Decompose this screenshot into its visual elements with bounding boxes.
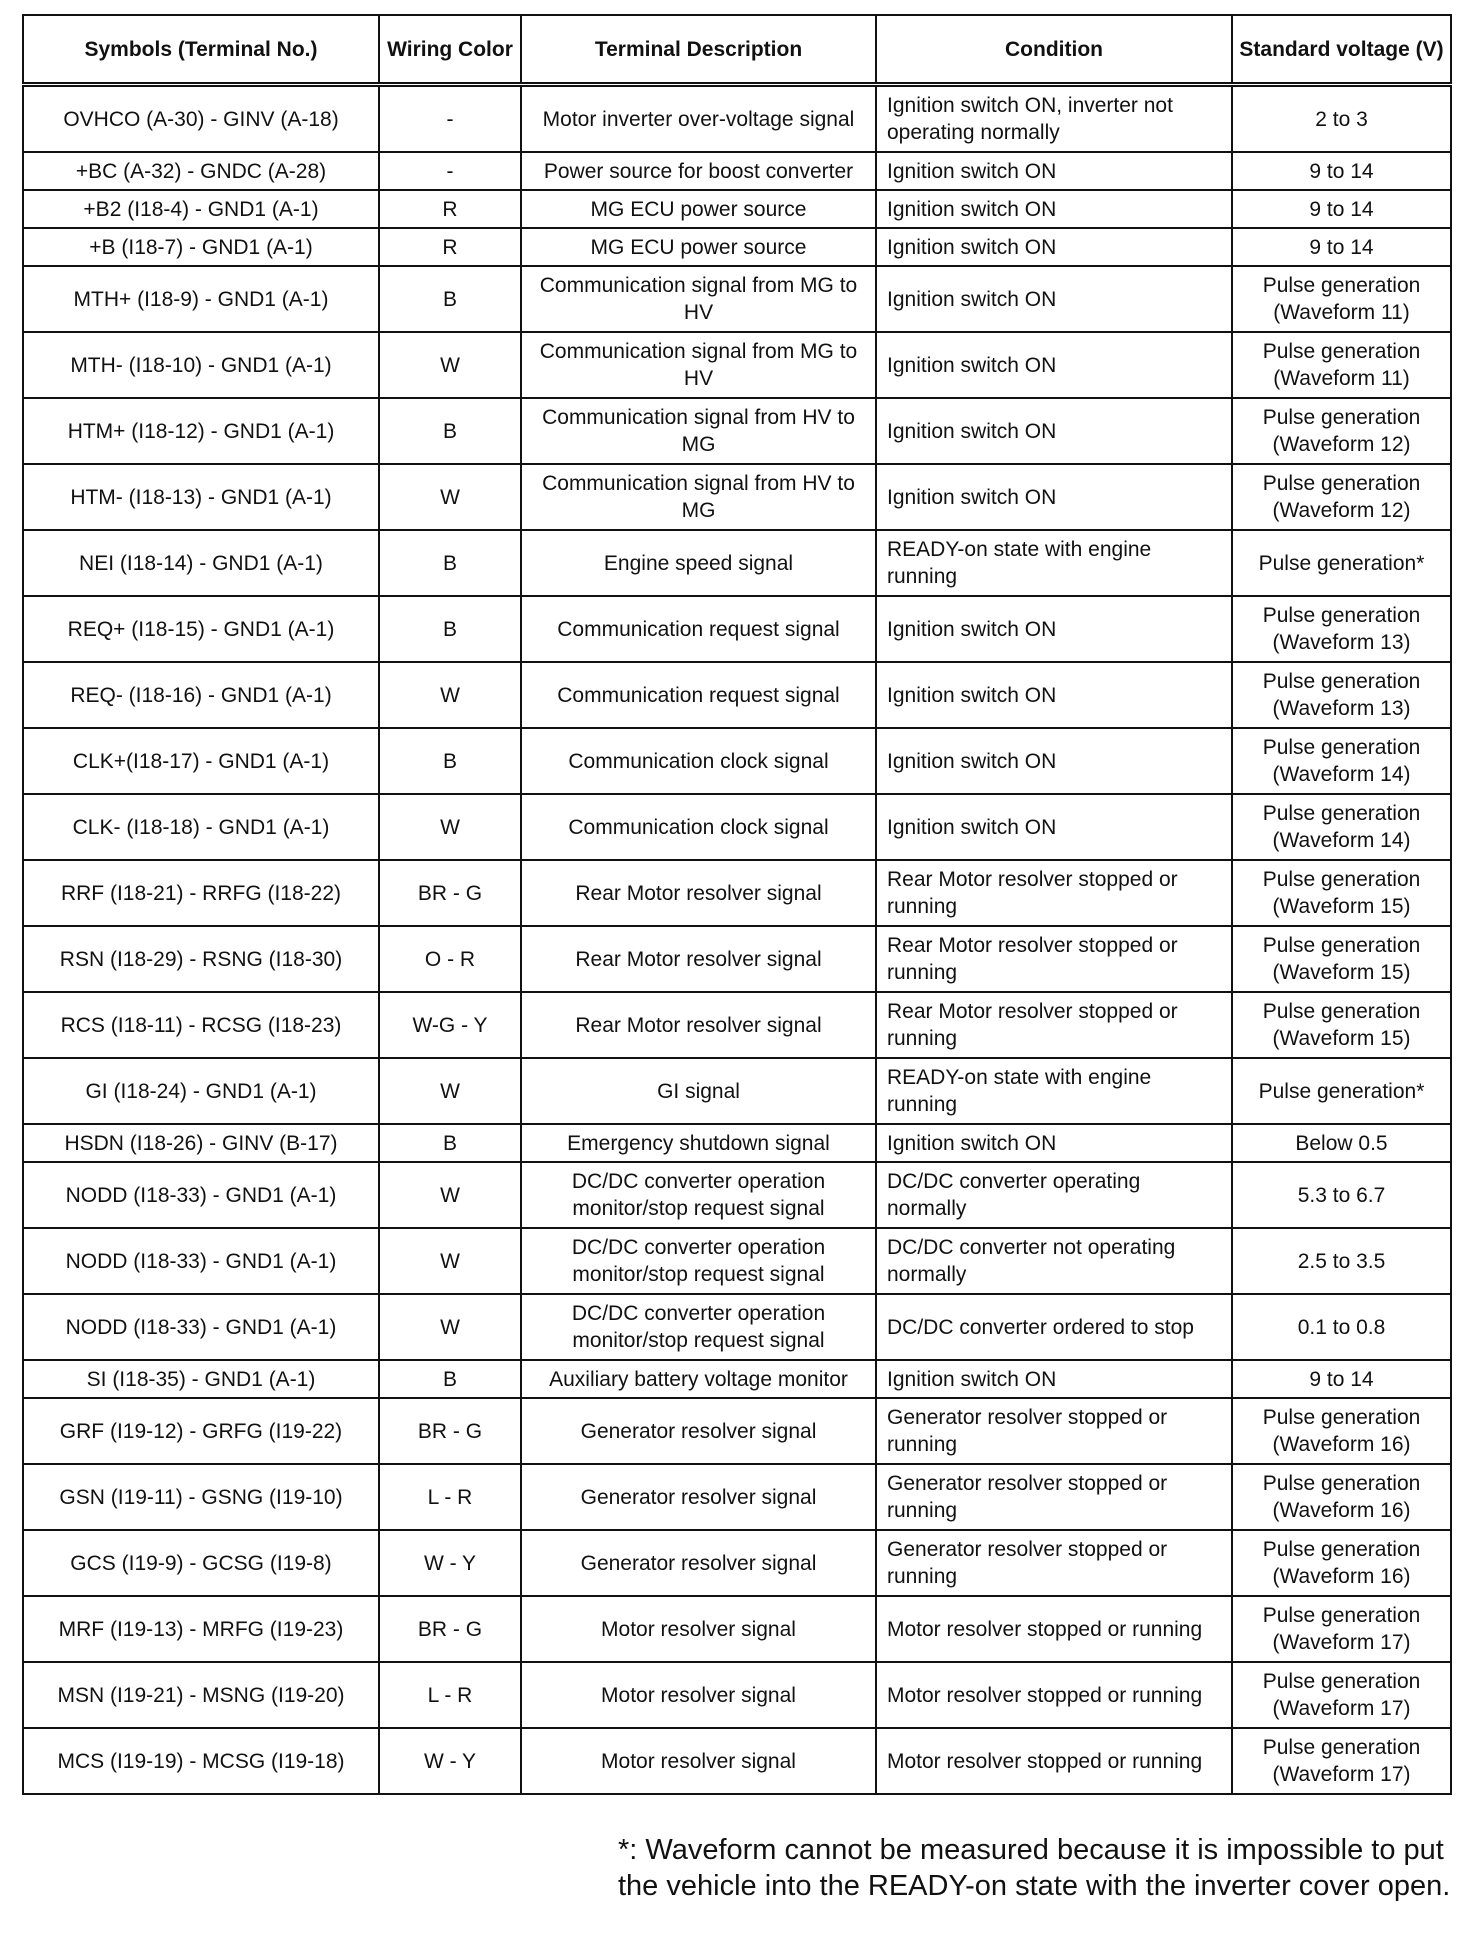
cell-wiring-color: B [379,1360,521,1398]
cell-voltage: Pulse generation* [1232,1058,1451,1124]
cell-description: DC/DC converter operation monitor/stop request signal [521,1228,876,1294]
cell-voltage: Pulse generation (Waveform 16) [1232,1530,1451,1596]
cell-condition: Motor resolver stopped or running [876,1662,1232,1728]
cell-symbol: MTH- (I18-10) - GND1 (A-1) [23,332,379,398]
cell-condition: Ignition switch ON [876,794,1232,860]
cell-voltage: Pulse generation (Waveform 13) [1232,596,1451,662]
cell-condition: Motor resolver stopped or running [876,1596,1232,1662]
cell-condition: Rear Motor resolver stopped or running [876,992,1232,1058]
cell-wiring-color: W [379,332,521,398]
table-body [23,85,1451,1795]
table-row [23,1058,1451,1124]
cell-symbol: NODD (I18-33) - GND1 (A-1) [23,1294,379,1360]
cell-wiring-color: W-G - Y [379,992,521,1058]
cell-voltage: Pulse generation (Waveform 12) [1232,464,1451,530]
cell-description: DC/DC converter operation monitor/stop request signal [521,1294,876,1360]
table-row [23,332,1451,398]
cell-description: Motor inverter over-voltage signal [521,85,876,153]
header-standard-voltage: Standard voltage (V) [1232,15,1451,85]
cell-wiring-color: W [379,794,521,860]
table-row [23,266,1451,332]
cell-symbol: OVHCO (A-30) - GINV (A-18) [23,85,379,153]
cell-description: Communication request signal [521,596,876,662]
cell-voltage: Pulse generation (Waveform 15) [1232,992,1451,1058]
cell-symbol: GI (I18-24) - GND1 (A-1) [23,1058,379,1124]
cell-description: Rear Motor resolver signal [521,992,876,1058]
cell-voltage: Pulse generation (Waveform 14) [1232,728,1451,794]
cell-symbol: +B2 (I18-4) - GND1 (A-1) [23,190,379,228]
cell-voltage: 2.5 to 3.5 [1232,1228,1451,1294]
cell-wiring-color: B [379,398,521,464]
cell-wiring-color: W [379,1058,521,1124]
cell-description: Auxiliary battery voltage monitor [521,1360,876,1398]
terminal-table-container [22,14,1450,1795]
cell-wiring-color: O - R [379,926,521,992]
cell-voltage: Below 0.5 [1232,1124,1451,1162]
terminal-table [22,14,1452,1795]
cell-symbol: MRF (I19-13) - MRFG (I19-23) [23,1596,379,1662]
cell-wiring-color: W [379,1228,521,1294]
cell-symbol: NODD (I18-33) - GND1 (A-1) [23,1228,379,1294]
table-row [23,992,1451,1058]
cell-symbol: GRF (I19-12) - GRFG (I19-22) [23,1398,379,1464]
cell-wiring-color: BR - G [379,860,521,926]
cell-voltage: 9 to 14 [1232,228,1451,266]
cell-voltage: 9 to 14 [1232,190,1451,228]
cell-symbol: NEI (I18-14) - GND1 (A-1) [23,530,379,596]
table-row [23,1728,1451,1794]
table-row [23,464,1451,530]
table-row [23,662,1451,728]
cell-condition: Generator resolver stopped or running [876,1464,1232,1530]
cell-condition: READY-on state with engine running [876,1058,1232,1124]
cell-condition: Ignition switch ON [876,190,1232,228]
cell-condition: Generator resolver stopped or running [876,1398,1232,1464]
cell-wiring-color: L - R [379,1662,521,1728]
cell-description: Communication signal from HV to MG [521,398,876,464]
cell-description: MG ECU power source [521,190,876,228]
table-row [23,1124,1451,1162]
cell-symbol: MCS (I19-19) - MCSG (I19-18) [23,1728,379,1794]
table-row [23,1228,1451,1294]
cell-symbol: RCS (I18-11) - RCSG (I18-23) [23,992,379,1058]
cell-wiring-color: BR - G [379,1398,521,1464]
table-row [23,860,1451,926]
cell-condition: READY-on state with engine running [876,530,1232,596]
table-row [23,1398,1451,1464]
cell-condition: Ignition switch ON [876,464,1232,530]
cell-description: Communication clock signal [521,794,876,860]
cell-description: Motor resolver signal [521,1662,876,1728]
cell-description: Power source for boost converter [521,152,876,190]
cell-voltage: 5.3 to 6.7 [1232,1162,1451,1228]
cell-condition: Ignition switch ON [876,266,1232,332]
cell-symbol: +BC (A-32) - GNDC (A-28) [23,152,379,190]
cell-symbol: CLK+(I18-17) - GND1 (A-1) [23,728,379,794]
table-row [23,728,1451,794]
cell-symbol: REQ- (I18-16) - GND1 (A-1) [23,662,379,728]
cell-condition: Rear Motor resolver stopped or running [876,860,1232,926]
cell-description: Communication clock signal [521,728,876,794]
cell-wiring-color: B [379,266,521,332]
table-row [23,596,1451,662]
header-wiring-color: Wiring Color [379,15,521,85]
cell-voltage: Pulse generation (Waveform 15) [1232,860,1451,926]
table-row [23,398,1451,464]
cell-wiring-color: W [379,1162,521,1228]
cell-symbol: REQ+ (I18-15) - GND1 (A-1) [23,596,379,662]
cell-symbol: NODD (I18-33) - GND1 (A-1) [23,1162,379,1228]
header-condition: Condition [876,15,1232,85]
table-row [23,1294,1451,1360]
cell-description: Generator resolver signal [521,1398,876,1464]
cell-symbol: GCS (I19-9) - GCSG (I19-8) [23,1530,379,1596]
table-row [23,190,1451,228]
cell-condition: Ignition switch ON [876,1124,1232,1162]
cell-voltage: Pulse generation (Waveform 16) [1232,1398,1451,1464]
cell-wiring-color: R [379,190,521,228]
cell-symbol: GSN (I19-11) - GSNG (I19-10) [23,1464,379,1530]
cell-voltage: Pulse generation (Waveform 11) [1232,266,1451,332]
table-row [23,85,1451,153]
table-row [23,530,1451,596]
table-row [23,152,1451,190]
cell-condition: DC/DC converter ordered to stop [876,1294,1232,1360]
cell-wiring-color: W - Y [379,1530,521,1596]
table-row [23,1596,1451,1662]
table-row [23,1662,1451,1728]
cell-voltage: Pulse generation (Waveform 17) [1232,1596,1451,1662]
cell-condition: Ignition switch ON [876,228,1232,266]
cell-description: Motor resolver signal [521,1596,876,1662]
cell-description: Communication request signal [521,662,876,728]
cell-voltage: 9 to 14 [1232,152,1451,190]
cell-symbol: SI (I18-35) - GND1 (A-1) [23,1360,379,1398]
cell-symbol: HTM+ (I18-12) - GND1 (A-1) [23,398,379,464]
cell-symbol: MSN (I19-21) - MSNG (I19-20) [23,1662,379,1728]
cell-voltage: Pulse generation (Waveform 12) [1232,398,1451,464]
cell-wiring-color: W [379,662,521,728]
header-symbols: Symbols (Terminal No.) [23,15,379,85]
cell-condition: Ignition switch ON [876,596,1232,662]
cell-condition: Rear Motor resolver stopped or running [876,926,1232,992]
table-row [23,228,1451,266]
cell-voltage: Pulse generation (Waveform 14) [1232,794,1451,860]
cell-condition: Ignition switch ON [876,332,1232,398]
cell-condition: DC/DC converter operating normally [876,1162,1232,1228]
cell-condition: Ignition switch ON [876,728,1232,794]
table-row [23,1530,1451,1596]
cell-wiring-color: W - Y [379,1728,521,1794]
cell-voltage: Pulse generation (Waveform 17) [1232,1662,1451,1728]
cell-voltage: Pulse generation (Waveform 13) [1232,662,1451,728]
header-terminal-description: Terminal Description [521,15,876,85]
cell-symbol: +B (I18-7) - GND1 (A-1) [23,228,379,266]
cell-description: Communication signal from MG to HV [521,266,876,332]
table-row [23,1464,1451,1530]
cell-voltage: 9 to 14 [1232,1360,1451,1398]
cell-condition: Ignition switch ON [876,662,1232,728]
cell-voltage: 2 to 3 [1232,85,1451,153]
cell-symbol: HTM- (I18-13) - GND1 (A-1) [23,464,379,530]
cell-condition: DC/DC converter not operating normally [876,1228,1232,1294]
cell-description: Rear Motor resolver signal [521,860,876,926]
cell-description: GI signal [521,1058,876,1124]
cell-wiring-color: W [379,1294,521,1360]
cell-description: Generator resolver signal [521,1530,876,1596]
cell-description: MG ECU power source [521,228,876,266]
cell-voltage: Pulse generation (Waveform 17) [1232,1728,1451,1794]
cell-voltage: Pulse generation (Waveform 15) [1232,926,1451,992]
cell-condition: Generator resolver stopped or running [876,1530,1232,1596]
cell-symbol: RRF (I18-21) - RRFG (I18-22) [23,860,379,926]
cell-wiring-color: B [379,596,521,662]
cell-description: Emergency shutdown signal [521,1124,876,1162]
cell-wiring-color: B [379,530,521,596]
cell-description: Generator resolver signal [521,1464,876,1530]
cell-symbol: CLK- (I18-18) - GND1 (A-1) [23,794,379,860]
table-row [23,794,1451,860]
cell-description: Communication signal from HV to MG [521,464,876,530]
table-row [23,1360,1451,1398]
cell-description: Communication signal from MG to HV [521,332,876,398]
cell-symbol: MTH+ (I18-9) - GND1 (A-1) [23,266,379,332]
cell-condition: Ignition switch ON, inverter not operating normally [876,85,1232,153]
cell-voltage: Pulse generation (Waveform 11) [1232,332,1451,398]
cell-condition: Ignition switch ON [876,152,1232,190]
footnote: *: Waveform cannot be measured because it is impossible to put the vehicle into the READY-on state with the inverter cover open. [618,1834,1451,1902]
cell-symbol: HSDN (I18-26) - GINV (B-17) [23,1124,379,1162]
cell-condition: Motor resolver stopped or running [876,1728,1232,1794]
table-row [23,926,1451,992]
cell-wiring-color: B [379,1124,521,1162]
cell-description: Engine speed signal [521,530,876,596]
cell-wiring-color: - [379,152,521,190]
cell-wiring-color: L - R [379,1464,521,1530]
cell-condition: Ignition switch ON [876,398,1232,464]
table-header-row [23,15,1451,85]
cell-description: Motor resolver signal [521,1728,876,1794]
cell-wiring-color: BR - G [379,1596,521,1662]
cell-wiring-color: R [379,228,521,266]
cell-voltage: Pulse generation* [1232,530,1451,596]
cell-wiring-color: B [379,728,521,794]
cell-voltage: 0.1 to 0.8 [1232,1294,1451,1360]
cell-voltage: Pulse generation (Waveform 16) [1232,1464,1451,1530]
cell-condition: Ignition switch ON [876,1360,1232,1398]
cell-description: DC/DC converter operation monitor/stop request signal [521,1162,876,1228]
cell-wiring-color: W [379,464,521,530]
cell-symbol: RSN (I18-29) - RSNG (I18-30) [23,926,379,992]
cell-wiring-color: - [379,85,521,153]
table-row [23,1162,1451,1228]
cell-description: Rear Motor resolver signal [521,926,876,992]
